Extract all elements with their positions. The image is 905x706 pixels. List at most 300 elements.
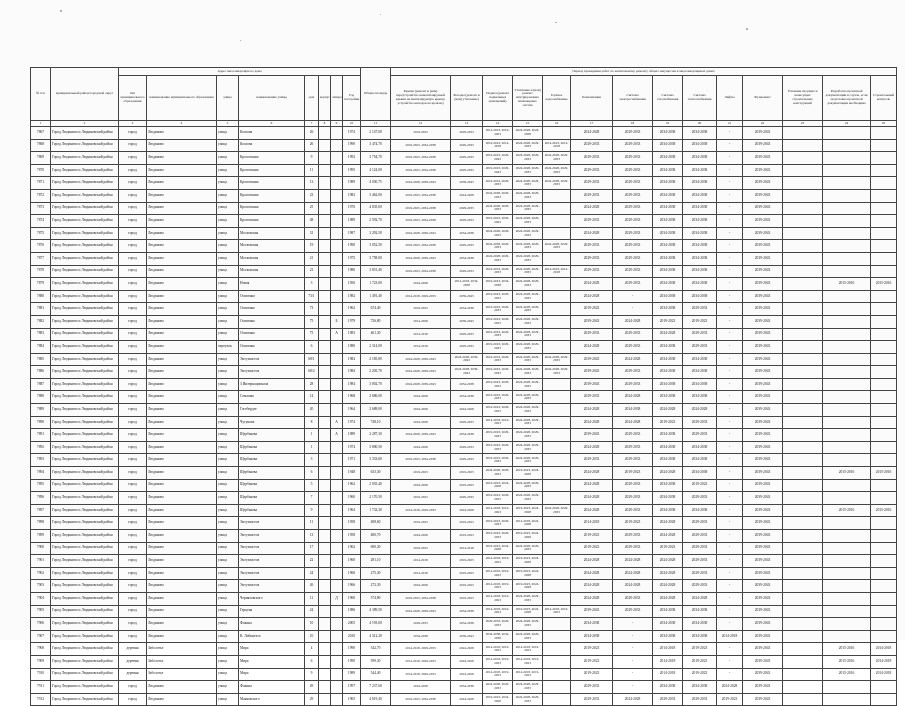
cell-roof: 2024-2028, 2039-2043 xyxy=(391,605,451,618)
cell-systems: 2024-2028, 2029-2033 xyxy=(513,202,543,215)
cell-pd xyxy=(823,328,871,341)
table-row xyxy=(31,504,897,517)
cell-roof: 2014-2018, 2029-2033 xyxy=(391,655,451,668)
cell-litera xyxy=(331,189,343,202)
cell-district: Город Людиново и Людиновский район xyxy=(51,467,119,480)
cell-street: Осипенко xyxy=(239,303,305,316)
cell-sc xyxy=(871,454,897,467)
cell-sewer: 2024-2028 xyxy=(571,479,613,492)
cell-korpus xyxy=(319,378,331,391)
cell-el: 2024-2028 xyxy=(613,315,653,328)
cell-house: 8 xyxy=(305,416,319,429)
cell-litera xyxy=(331,454,343,467)
cell-street_type: улица xyxy=(217,315,239,328)
cell-area: 633,30 xyxy=(361,467,391,480)
cell-el: 2029-2033 xyxy=(613,542,653,555)
cell-heat: 2019-2023 xyxy=(683,668,717,681)
column-number: 19 xyxy=(653,121,683,127)
cell-house: 1 xyxy=(305,429,319,442)
cell-basement: 2019-2023, 2029-2033 xyxy=(483,530,513,543)
cell-el: 2029-2033 xyxy=(613,177,653,190)
cell-street_type: улица xyxy=(217,227,239,240)
cell-systems: 2019-2023, 2024-2028 xyxy=(513,530,543,543)
cell-sewer: 2029-2033 xyxy=(571,139,613,152)
cell-el: - xyxy=(613,618,653,631)
cell-found: 2039-2043 xyxy=(743,189,783,202)
cell-found: 2039-2043 xyxy=(743,479,783,492)
table-row xyxy=(31,366,897,379)
cell-basement: 2019-2023, 2029-2033 xyxy=(483,341,513,354)
cell-hw xyxy=(543,441,571,454)
cell-street_type: улица xyxy=(217,416,239,429)
cell-hw xyxy=(543,618,571,631)
column-number: 24 xyxy=(823,121,871,127)
cell-heat: 2034-2038 xyxy=(683,681,717,694)
cell-house: 11 xyxy=(305,517,319,530)
cell-found: 2039-2043 xyxy=(743,328,783,341)
cell-basement: 2014-2018, 2019-2023 xyxy=(483,643,513,656)
cell-roof: 2024-2028 xyxy=(391,404,451,417)
cell-district: Город Людиново и Людиновский район xyxy=(51,655,119,668)
cell-korpus xyxy=(319,530,331,543)
column-number: 25 xyxy=(871,121,897,127)
cell-heat: 2029-2033 xyxy=(683,580,717,593)
cell-sc xyxy=(871,429,897,442)
cell-street: Московская xyxy=(239,240,305,253)
cell-facade: 2039-2043 xyxy=(451,630,483,643)
cell-el: 2029-2033 xyxy=(613,530,653,543)
column-number: 20 xyxy=(683,121,717,127)
cell-gas: 2034-2038 xyxy=(653,618,683,631)
col-header: дом xyxy=(305,76,319,121)
cell-gas: 2034-2038 xyxy=(653,492,683,505)
column-number: 7 xyxy=(305,121,319,127)
cell-street_type: улица xyxy=(217,618,239,631)
cell-el: 2029-2033 xyxy=(613,429,653,442)
cell-pd xyxy=(823,139,871,152)
cell-found: 2039-2043 xyxy=(743,252,783,265)
cell-district: Город Людиново и Людиновский район xyxy=(51,164,119,177)
cell-lift: - xyxy=(717,353,743,366)
cell-el: 2029-2033 xyxy=(613,504,653,517)
cell-hw: 2024-2028, 2029-2033 xyxy=(543,504,571,517)
cell-year: 1989 xyxy=(343,429,361,442)
cell-district: Город Людиново и Людиновский район xyxy=(51,227,119,240)
cell-basement: 2019-2023, 2029-2033 xyxy=(483,391,513,404)
cell-sc xyxy=(871,215,897,228)
cell-type: город xyxy=(119,618,147,631)
cell-mo: Заболотье xyxy=(147,655,217,668)
cell-street: Черняховского xyxy=(239,592,305,605)
cell-systems: 2024-2028, 2029-2033 xyxy=(513,177,543,190)
cell-facade: 2019-2023 xyxy=(451,567,483,580)
cell-found: 2039-2043 xyxy=(743,265,783,278)
cell-sewer: 2024-2028 xyxy=(571,416,613,429)
cell-year: 1990 xyxy=(343,240,361,253)
cell-systems: 2024-2028, 2029-2033 xyxy=(513,353,543,366)
cell-lift: - xyxy=(717,416,743,429)
column-number: 5 xyxy=(217,121,239,127)
cell-type: город xyxy=(119,605,147,618)
cell-district: Город Людиново и Людиновский район xyxy=(51,252,119,265)
cell-pd xyxy=(823,202,871,215)
cell-korpus xyxy=(319,353,331,366)
cell-lift: - xyxy=(717,492,743,505)
cell-street: Кропоткина xyxy=(239,202,305,215)
cell-hw xyxy=(543,655,571,668)
cell-hw xyxy=(543,592,571,605)
cell-district: Город Людиново и Людиновский район xyxy=(51,492,119,505)
cell-type: город xyxy=(119,290,147,303)
cell-strength xyxy=(783,127,823,140)
cell-house: 10 xyxy=(305,618,319,631)
cell-lift: - xyxy=(717,164,743,177)
cell-area: 4 619,40 xyxy=(361,693,391,706)
cell-basement: 2014-2018, 2019-2023 xyxy=(483,580,513,593)
table-row xyxy=(31,416,897,429)
cell-gas: 2034-2038 xyxy=(653,202,683,215)
cell-sewer: 2029-2033 xyxy=(571,240,613,253)
cell-korpus xyxy=(319,441,331,454)
cell-roof: 2014-2018, 2029-2033 xyxy=(391,643,451,656)
cell-korpus xyxy=(319,605,331,618)
cell-street_type: улица xyxy=(217,215,239,228)
cell-type: город xyxy=(119,328,147,341)
cell-street: Новая xyxy=(239,278,305,291)
cell-facade: 2034-2038 xyxy=(451,378,483,391)
cell-sewer: 2029-2033 xyxy=(571,152,613,165)
cell-el: 2029-2033 xyxy=(613,378,653,391)
cell-district: Город Людиново и Людиновский район xyxy=(51,643,119,656)
cell-el: 2029-2033 xyxy=(613,127,653,140)
cell-street_type: улица xyxy=(217,592,239,605)
cell-found: 2039-2043 xyxy=(743,429,783,442)
table-row xyxy=(31,164,897,177)
cell-basement: 2024-2028, 2029-2033 xyxy=(483,467,513,480)
cell-year: 1976 xyxy=(343,202,361,215)
cell-el: - xyxy=(613,290,653,303)
cell-year: 2005 xyxy=(343,618,361,631)
cell-facade: 2014-2018 xyxy=(451,542,483,555)
cell-year: 1964 xyxy=(343,404,361,417)
cell-hw xyxy=(543,643,571,656)
cell-district: Город Людиново и Людиновский район xyxy=(51,303,119,316)
table-row xyxy=(31,315,897,328)
cell-area: 2 688,00 xyxy=(361,404,391,417)
cell-korpus xyxy=(319,404,331,417)
cell-type: город xyxy=(119,580,147,593)
cell-basement: 2029-2033, 2029-2033 xyxy=(483,618,513,631)
cell-year: 1962 xyxy=(343,542,361,555)
column-number: 11 xyxy=(361,121,391,127)
col-header: Фасады (ремонт и (или) утепление) xyxy=(451,76,483,121)
cell-area: 3 333,60 xyxy=(361,454,391,467)
cell-street: Мира xyxy=(239,668,305,681)
table-row xyxy=(31,404,897,417)
scan-speck xyxy=(60,10,62,12)
cell-hw: 2024-2028, 2029-2033 xyxy=(543,164,571,177)
cell-street: 3 Интернационала xyxy=(239,378,305,391)
cell-basement: 2019-2023, 2029-2033 xyxy=(483,290,513,303)
cell-found: 2039-2043 xyxy=(743,315,783,328)
cell-systems: 2024-2028, 2029-2033 xyxy=(513,189,543,202)
cell-systems: 2024-2028, 2029-2033 xyxy=(513,265,543,278)
cell-korpus xyxy=(319,164,331,177)
cell-roof: 2019-2023, 2034-2038 xyxy=(391,152,451,165)
column-number: 9 xyxy=(331,121,343,127)
cell-sc xyxy=(871,555,897,568)
cell-street_type: улица xyxy=(217,164,239,177)
col-header: Система электроснабжения xyxy=(613,76,653,121)
cell-el: 2029-2033 xyxy=(613,240,653,253)
cell-area: 4 030,75 xyxy=(361,177,391,190)
cell-type: город xyxy=(119,404,147,417)
cell-n: 7899 xyxy=(31,530,51,543)
cell-roof: 2024-2028 xyxy=(391,441,451,454)
cell-pd xyxy=(823,580,871,593)
cell-pd xyxy=(823,492,871,505)
cell-strength xyxy=(783,605,823,618)
cell-street_type: переулок xyxy=(217,341,239,354)
cell-house: 1 xyxy=(305,441,319,454)
cell-street: Фокина xyxy=(239,681,305,694)
cell-area: 2 185,80 xyxy=(361,353,391,366)
cell-street: Щербакова xyxy=(239,504,305,517)
table-row xyxy=(31,429,897,442)
cell-type: город xyxy=(119,492,147,505)
cell-basement: 2014-2018, 2019-2023 xyxy=(483,668,513,681)
cell-type: город xyxy=(119,202,147,215)
col-header: Система теплоснабжения xyxy=(683,76,717,121)
cell-strength xyxy=(783,265,823,278)
cell-mo: Людиново xyxy=(147,315,217,328)
cell-el: 2019-2023 xyxy=(613,467,653,480)
cell-n: 7868 xyxy=(31,139,51,152)
cell-house: 25 xyxy=(305,202,319,215)
cell-litera xyxy=(331,164,343,177)
cell-type: город xyxy=(119,303,147,316)
column-number: 22 xyxy=(743,121,783,127)
cell-found: 2039-2043 xyxy=(743,467,783,480)
cell-basement: 2019-2023, 2029-2043 xyxy=(483,164,513,177)
cell-roof: 2024-2028 xyxy=(391,479,451,492)
cell-found: 2039-2043 xyxy=(743,630,783,643)
cell-year: 1960 xyxy=(343,492,361,505)
cell-lift: - xyxy=(717,467,743,480)
cell-basement: 2024-2028, 2029-2033 xyxy=(483,252,513,265)
cell-systems: 2024-2028, 2029-2033 xyxy=(513,681,543,694)
cell-house: 23 xyxy=(305,265,319,278)
col-header: Лифты xyxy=(717,76,743,121)
cell-litera xyxy=(331,504,343,517)
cell-litera xyxy=(331,567,343,580)
cell-street_type: улица xyxy=(217,404,239,417)
cell-area: 1 723,00 xyxy=(361,278,391,291)
cell-litera xyxy=(331,378,343,391)
cell-street: Кропоткина xyxy=(239,215,305,228)
cell-litera xyxy=(331,693,343,706)
cell-house: 3 xyxy=(305,454,319,467)
cell-sc xyxy=(871,580,897,593)
cell-sewer: 2014-2018 xyxy=(571,517,613,530)
cell-type: город xyxy=(119,681,147,694)
cell-year: 1982 xyxy=(343,353,361,366)
cell-found: 2039-2043 xyxy=(743,290,783,303)
cell-year: 1980 xyxy=(343,265,361,278)
cell-found: 2039-2043 xyxy=(743,139,783,152)
cell-year: 1982 xyxy=(343,290,361,303)
cell-sc xyxy=(871,164,897,177)
cell-pd xyxy=(823,542,871,555)
cell-sc xyxy=(871,681,897,694)
cell-sc xyxy=(871,290,897,303)
cell-korpus xyxy=(319,567,331,580)
cell-type: город xyxy=(119,630,147,643)
cell-sewer: 2024-2028 xyxy=(571,504,613,517)
cell-district: Город Людиново и Людиновский район xyxy=(51,416,119,429)
cell-n: 7907 xyxy=(31,630,51,643)
cell-street_type: улица xyxy=(217,265,239,278)
cell-pd xyxy=(823,366,871,379)
cell-type: город xyxy=(119,567,147,580)
cell-n: 7877 xyxy=(31,252,51,265)
cell-sc xyxy=(871,341,897,354)
table-row xyxy=(31,492,897,505)
cell-litera xyxy=(331,139,343,152)
cell-el: 2029-2033 xyxy=(613,202,653,215)
cell-year: 1986 xyxy=(343,605,361,618)
cell-korpus xyxy=(319,202,331,215)
cell-systems: 2024-2028, 2029-2033 xyxy=(513,315,543,328)
cell-year: 1980 xyxy=(343,341,361,354)
cell-litera xyxy=(331,517,343,530)
cell-found: 2039-2043 xyxy=(743,618,783,631)
cell-lift: - xyxy=(717,542,743,555)
cell-found: 2039-2043 xyxy=(743,454,783,467)
cell-lift: - xyxy=(717,643,743,656)
cell-systems: 2014-2018, 2019-2023 xyxy=(513,668,543,681)
cell-litera xyxy=(331,391,343,404)
cell-street: Козлова xyxy=(239,127,305,140)
column-number: 23 xyxy=(783,121,823,127)
cell-type: город xyxy=(119,353,147,366)
cell-area: 3 292,50 xyxy=(361,227,391,240)
cell-found: 2039-2043 xyxy=(743,127,783,140)
cell-systems: 2024-2028, 2029-2033 xyxy=(513,278,543,291)
cell-gas: 2034-2038 xyxy=(653,278,683,291)
cell-el: 2024-2028 xyxy=(613,693,653,706)
cell-systems: 2019-2023, 2024-2028 xyxy=(513,567,543,580)
cell-heat: 2034-2038 xyxy=(683,630,717,643)
cell-area: 2 592,70 xyxy=(361,215,391,228)
cell-district: Город Людиново и Людиновский район xyxy=(51,592,119,605)
cell-gas: 2014-2018 xyxy=(653,668,683,681)
cell-found: 2039-2043 xyxy=(743,592,783,605)
cell-basement: 2019-2023, 2024-2028 xyxy=(483,479,513,492)
cell-house: 19 xyxy=(305,240,319,253)
cell-roof: 2024-2028, 2039-2043 xyxy=(391,227,451,240)
col-header: Подвал (ремонт подвальных помещений) xyxy=(483,76,513,121)
cell-mo: Людиново xyxy=(147,227,217,240)
cell-hw xyxy=(543,391,571,404)
cell-house: 10 xyxy=(305,630,319,643)
cell-area: 4 035,00 xyxy=(361,202,391,215)
cell-systems: 2024-2028, 2029-2033 xyxy=(513,454,543,467)
cell-systems: 2024-2028, 2029-2033 xyxy=(513,215,543,228)
cell-heat: 2034-2038 xyxy=(683,127,717,140)
cell-basement: 2019-2023, 2029-2033 xyxy=(483,404,513,417)
cell-hw xyxy=(543,693,571,706)
table-row xyxy=(31,517,897,530)
cell-sewer: 2029-2033 xyxy=(571,265,613,278)
cell-mo: Людиново xyxy=(147,303,217,316)
cell-strength xyxy=(783,479,823,492)
cell-house: 28 xyxy=(305,378,319,391)
cell-facade: 2029-2033 xyxy=(451,139,483,152)
cell-facade: 2039-2043 xyxy=(451,290,483,303)
cell-n: 7912 xyxy=(31,693,51,706)
cell-found: 2039-2043 xyxy=(743,378,783,391)
cell-sewer: 2029-2033 xyxy=(571,693,613,706)
column-number: 15 xyxy=(513,121,543,127)
cell-lift: - xyxy=(717,655,743,668)
cell-pd xyxy=(823,479,871,492)
cell-litera xyxy=(331,303,343,316)
cell-systems: 2024-2028, 2029-2033 xyxy=(513,693,543,706)
cell-gas: 2034-2038 xyxy=(653,454,683,467)
cell-n: 7883 xyxy=(31,328,51,341)
cell-house: 73 xyxy=(305,303,319,316)
cell-lift: - xyxy=(717,504,743,517)
cell-mo: Людиново xyxy=(147,353,217,366)
cell-sc xyxy=(871,618,897,631)
cell-heat: 2019-2023 xyxy=(683,655,717,668)
cell-heat: 2029-2033 xyxy=(683,517,717,530)
cell-found: 2039-2043 xyxy=(743,227,783,240)
cell-street: Герцена xyxy=(239,605,305,618)
cell-lift: - xyxy=(717,278,743,291)
cell-litera xyxy=(331,278,343,291)
cell-lift: - xyxy=(717,592,743,605)
cell-sewer: 2019-2023 xyxy=(571,303,613,316)
cell-found: 2039-2043 xyxy=(743,202,783,215)
cell-facade: 2039-2043 xyxy=(451,315,483,328)
cell-litera xyxy=(331,127,343,140)
cell-sc xyxy=(871,353,897,366)
cell-type: город xyxy=(119,467,147,480)
cell-facade: 2024-2028 xyxy=(451,643,483,656)
cell-gas: 2034-2038 xyxy=(653,290,683,303)
cell-n: 7909 xyxy=(31,655,51,668)
cell-systems: 2024-2028, 2029-2033 xyxy=(513,139,543,152)
table-row xyxy=(31,202,897,215)
cell-sewer: 2024-2028 xyxy=(571,404,613,417)
cell-n: 7908 xyxy=(31,643,51,656)
cell-gas: 2034-2038 xyxy=(653,504,683,517)
cell-type: город xyxy=(119,378,147,391)
cell-roof: 2019-2023, 2034-2038 xyxy=(391,265,451,278)
cell-street_type: улица xyxy=(217,278,239,291)
cell-district: Город Людиново и Людиновский район xyxy=(51,693,119,706)
cell-roof: 2019-2023 xyxy=(391,303,451,316)
cell-gas: 2034-2038 xyxy=(653,353,683,366)
cell-pd xyxy=(823,517,871,530)
cell-pd: 2015-2016 xyxy=(823,655,871,668)
cell-roof: 2024-2028 xyxy=(391,681,451,694)
cell-basement: 2024-2028, 2029-2033 xyxy=(483,681,513,694)
cell-sewer: 2034-2038 xyxy=(571,630,613,643)
cell-district: Город Людиново и Людиновский район xyxy=(51,202,119,215)
